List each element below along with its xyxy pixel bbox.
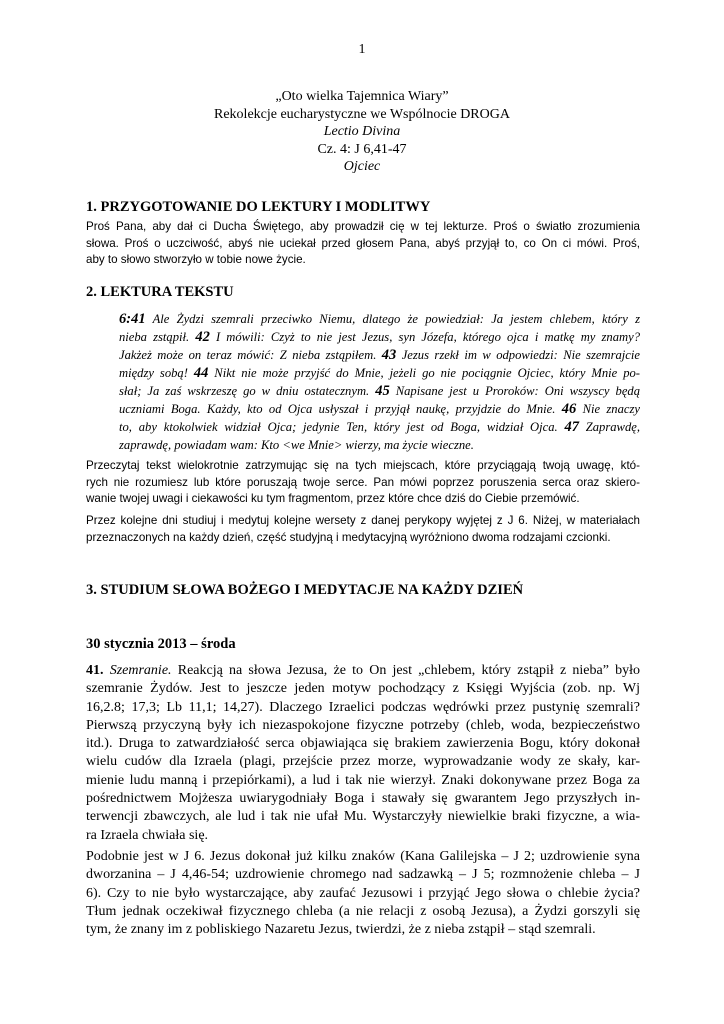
text-line: słowa. Proś o uczciwość, abyś nie uciekał przed głosem Pana, abyś przyjął to, co On ci mówi. Proś, [86, 236, 640, 250]
text-line: pośrednictwem Mojżesza uwiarygodniały Boga i stawały się gwarantem Jego przyszłych in- [86, 791, 640, 807]
scripture-line [119, 310, 640, 328]
text-line: rych nie rozumiesz lub które poruszają twoje serce. Pan mówi poprzez poruszenia serca oraz skiero- [86, 475, 640, 489]
verse-number: 6:41 [119, 311, 146, 327]
section-1-heading: 1. PRZYGOTOWANIE DO LEKTURY I MODLITWY [86, 199, 431, 215]
text-line: 16,2.8; 17,3; Lb 11,1; 14,27). Dlaczego Izraelici podczas wędrówki przez pustynię szemrali? [86, 699, 640, 715]
verse-text: Napisane jest u Proroków: Oni wszyscy będą [389, 384, 640, 398]
study-paragraph-2 [86, 848, 640, 939]
retreat-subtitle: Rekolekcje eucharystyczne we Wspólnocie DROGA [214, 106, 510, 122]
scripture-line [119, 346, 640, 364]
scripture-line [119, 400, 640, 418]
section-3-heading: 3. STUDIUM SŁOWA BOŻEGO I MEDYTACJE NA KAŻDY DZIEŃ [86, 582, 524, 598]
verse-text: Jakżeż może on teraz mówić: Z nieba zstąpiłem. [119, 348, 382, 362]
verse-number: 42 [195, 329, 210, 345]
verse-text: zaprawdę, powiadam wam: Kto <we Mnie> wierzy, ma życie wieczne. [119, 438, 474, 452]
text-line: ra Izraela chwiała się. [86, 827, 209, 843]
title-quote: „Oto wielka Tajemnica Wiary” [275, 89, 449, 104]
verse-text: słał; Ja zaś wskrzeszę go w dniu ostatecznym. [119, 384, 376, 398]
verse-text: uczniami Boga. Każdy, kto od Ojca usłyszał i przyjął naukę, przyjdzie do Mnie. [119, 402, 562, 416]
title-block [0, 88, 724, 176]
study-paragraph-1 [86, 662, 640, 845]
scripture-passage [119, 310, 640, 454]
reading-instruction [86, 458, 640, 508]
scripture-line [119, 382, 640, 400]
verse-number: 44 [193, 365, 209, 381]
scripture-line [119, 436, 640, 454]
scripture-line [119, 364, 640, 382]
page-number: 1 [358, 42, 366, 57]
study-instruction [86, 513, 640, 546]
scripture-line [119, 418, 640, 436]
text-line: tym, że znany im z pobliskiego Nazaretu Jezus, twierdzi, że z nieba zstąpił – stąd szemrali. [86, 922, 596, 938]
text-span: Reakcją na słowa Jezusa, że to On jest „chlebem, który zstąpił z nieba” było [171, 663, 641, 678]
verse-text: Ale Żydzi szemrali przeciwko Niemu, dlatego że powiedział: Ja jestem chlebem, który z [145, 312, 640, 326]
entry-date: 30 stycznia 2013 – środa [86, 636, 236, 652]
verse-text: Zaprawdę, [578, 420, 640, 434]
text-line: terwencji zbawczych, ale lud i tak nie ufał Mu. Wystarczyły niewielkie braki fizyczne, a wia- [86, 809, 640, 825]
text-line: Podobnie jest w J 6. Jezus dokonał już kilku znaków (Kana Galilejska – J 2; uzdrowienie syna [86, 849, 640, 864]
verse-text: między sobą! [119, 366, 194, 380]
verse-ref: 41. [86, 663, 104, 678]
study-term: Szemranie. [109, 663, 172, 678]
text-line: dworzanina – J 4,46-54; uzdrowienie chromego nad sadzawką – J 5; rozmnożenie chleba – J [86, 867, 640, 883]
text-line: itd.). Druga to zatwardziałość serca objawiająca się brakiem zawierzenia Bogu, który dokonał [86, 736, 640, 752]
lectio-label: Lectio Divina [323, 124, 401, 139]
text-line: wanie twojej uwagi i ciekawości ku tym fragmentom, przez które chce dziś do Ciebie przemówić. [86, 492, 580, 505]
verse-text: I mówili: Czyż to nie jest Jezus, syn Józefa, którego ojca i matkę my znamy? [209, 330, 640, 344]
verse-number: 43 [381, 347, 397, 363]
section-2-heading: 2. LEKTURA TEKSTU [86, 284, 234, 300]
part-reference: Cz. 4: J 6,41-47 [317, 141, 407, 157]
verse-text: Jezus rzekł im w odpowiedzi: Nie szemrajcie [396, 348, 640, 362]
verse-text: to, aby ktokolwiek widział Ojca; jedynie Ten, który jest od Boga, widział Ojca. [119, 420, 565, 434]
text-line: mienie ludu manną i przepiórkami), a lud i tak nie wierzył. Znaki dokonywane przez Boga za [86, 772, 640, 788]
text-line [86, 662, 640, 680]
verse-text: Nie znaczy [576, 402, 640, 416]
text-line: przeznaczonych na każdy dzień, część studyjną i medytacyjną wyróżniono dwoma rodzajami czcionki. [86, 530, 611, 544]
text-line: Tłum jednak oczekiwał fizycznego chleba (a nie relacji z osobą Jezusa), a Żydzi gorszyli się [86, 903, 640, 919]
theme-label: Ojciec [343, 159, 381, 174]
text-line: 6). Czy to nie było wystarczające, aby zaufać Jezusowi i przyjąć Jego słowa o chlebie życia? [86, 885, 640, 901]
text-line: Pierwszą przyczyną były ich niezaspokojone fizyczne potrzeby (chleb, woda, bezpieczeństwo [86, 717, 640, 733]
text-line: szemranie Żydów. Jest to jeszcze jeden motyw pochodzący z Księgi Wyjścia (zob. np. Wj [86, 681, 640, 697]
text-line: Przeczytaj tekst wielokrotnie zatrzymując się na tych miejscach, które przyciągają twoją uwagę, któ- [86, 459, 640, 472]
text-line: Przez kolejne dni studiuj i medytuj kolejne wersety z danej perykopy wyjętej z J 6. Niżej, w materiałach [86, 514, 640, 527]
verse-number: 47 [564, 419, 579, 435]
scripture-line [119, 328, 640, 346]
verse-number: 46 [561, 401, 577, 417]
verse-number: 45 [375, 383, 390, 399]
verse-text: Nikt nie może przyjść do Mnie, jeżeli go nie pociągnie Ojciec, który Mnie po- [208, 366, 640, 380]
section-1-text [86, 219, 640, 269]
text-line: Proś Pana, aby dał ci Ducha Świętego, aby prowadził cię w tej lekturze. Proś o światło zrozumienia [86, 220, 640, 233]
text-line: aby to słowo stworzyło w tobie nowe życie. [86, 253, 306, 266]
text-line: wielu cudów dla Izraela (plagi, przejście przez morze, wyprowadzanie wody ze skały, kar- [86, 754, 640, 770]
verse-text: nieba zstąpił. [119, 330, 196, 344]
